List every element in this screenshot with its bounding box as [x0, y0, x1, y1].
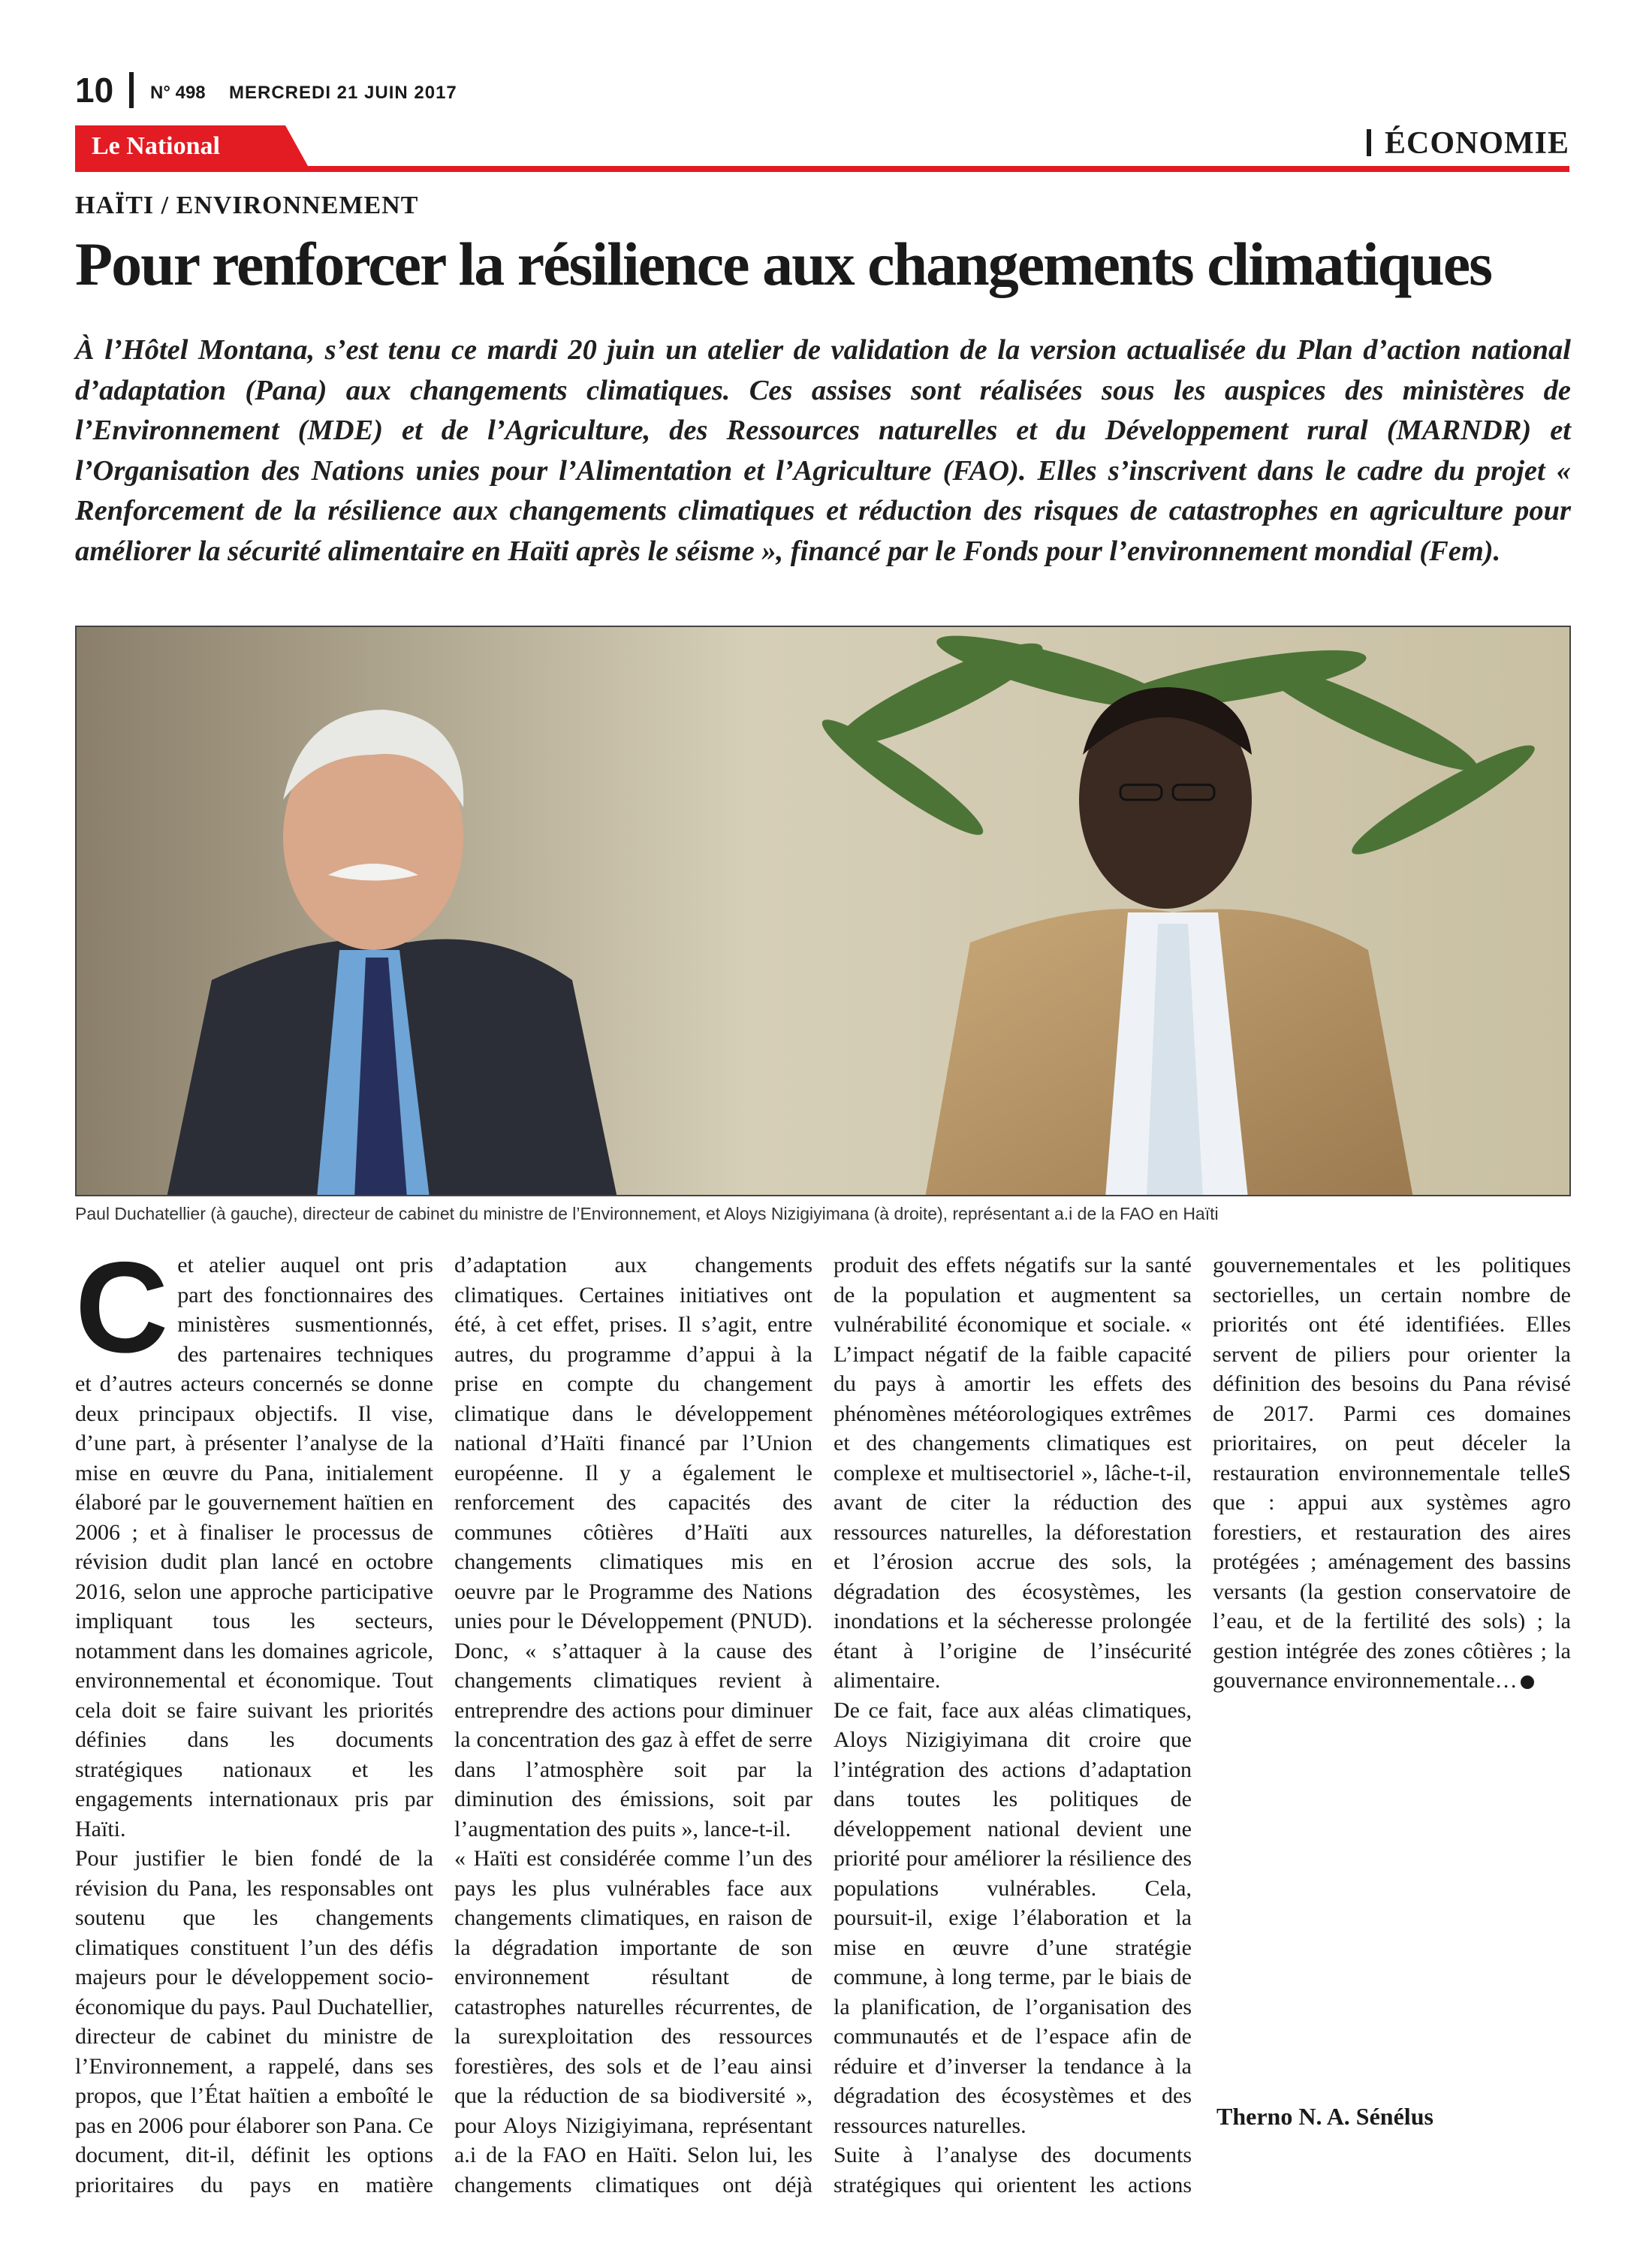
paragraph: Cet atelier auquel ont pris part des fonctionnaires des ministères susmentionnés, des partenaires techniques et d’autres acteurs concernés se donne deux principaux objectifs. Il vise, d’une part, à présenter l’analyse de la mise en œuvre du Pana, initialement élaboré par le gouvernement haïtien en 2006 ; et à finaliser le processus de révision dudit plan lancé en octobre 2016, selon une approche participative impliquant tous les secteurs, notamment dans les domaines agricole, environnemental et économique. Tout cela doit se faire suivant les priorités définies dans les documents stratégiques nationaux et les engagements internationaux pris par Haïti. [75, 1235, 433, 1841]
dropcap: C [75, 1235, 169, 1380]
brand-band [75, 125, 1569, 172]
paragraph: Suite à l’analyse des documents stratégiques qui orientent les actions gouvernementales et les politiques sectorielles, un certain nombre de priorités ont été identifiées. Elles servent de piliers pour orienter la définition des besoins du Pana révisé de 2017. Parmi ces domaines prioritaires, on peut déceler la restauration environnementale telleS que : appui aux systèmes agro forestiers, et restauration des aires protégées ; aménagement des bassins versants (la gestion conservatoire de l’eau, et de la fertilité des sols) ; la gestion intégrée des zones côtières ; la gouvernance environnementale… [834, 1253, 1571, 2197]
article-photo [75, 626, 1571, 1196]
photo-illustration [77, 627, 1571, 1196]
article-lede: À l’Hôtel Montana, s’est tenu ce mardi 20 juin un atelier de validation de la version actualisée du Plan d’action national d’adaptation (Pana) aux changements climatiques. Ces assises sont réalisées sous les auspices des ministères de l’Environnement (MDE) et de l’Agriculture, des Ressources naturelles et du Développement rural (MARNDR) et l’Organisation des Nations unies pour l’Alimentation et l’Agriculture (FAO). Elles s’inscrivent dans le cadre du projet « Renforcement de la résilience aux changements climatiques et réduction des risques de catastrophes en agriculture pour améliorer la sécurité alimentaire en Haïti après le séisme », financé par le Fonds pour l’environnement mondial (Fem). [75, 334, 1571, 567]
divider [129, 72, 134, 108]
byline: Therno N. A. Sénélus [1216, 2103, 1433, 2130]
page-number: 10 [75, 71, 114, 110]
paragraph: Pour justifier le bien fondé de la révision du Pana, les responsables ont soutenu que les changements climatiques constituent l’un des défis majeurs pour le développement socio-économique du pays. Paul Duchatellier, directeur de cabinet du ministre de l’Environnement, a rappelé, dans ses propos, que l’État haïtien a emboîté le pas en 2006 pour élaborer son Pana. Ce document, dit-il, définit les options prioritaires du pays en matière d’adaptation aux changements climatiques. Certaines initiatives ont été, à cet effet, prises. Il s’agit, entre autres, du programme d’appui à la prise en compte du changement climatique dans le développement national d’Haïti financé par l’Union européenne. Il y a également le renforcement des capacités des communes côtières d’Haïti aux changements climatiques mis en oeuvre par le Programme des Nations unies pour le Développement (PNUD). Donc, « s’attaquer à la cause des changements climatiques revient à entreprendre des actions pour diminuer la concentration des gaz à effet de serre dans l’atmosphère soit par la diminution des émissions, soit par l’augmentation des puits », lance-t-il. [75, 1253, 812, 2197]
kicker: HAÏTI / ENVIRONNEMENT [75, 192, 419, 219]
brand-rule [75, 166, 1569, 172]
page-header [75, 69, 1571, 114]
issue-number: N° 498 [150, 83, 206, 103]
paragraph: « Haïti est considérée comme l’un des pays les plus vulnérables face aux changements climatiques, en raison de la dégradation importante de son environnement résultant de catastrophes naturelles récurrentes, de la surexploitation des ressources forestières, des sols et de l’eau ainsi que la réduction de sa biodiversité », pour Aloys Nizigiyimana, représentant a.i de la FAO en Haïti. Selon lui, les changements climatiques ont déjà produit des effets négatifs sur la santé de la population et augmentent sa vulnérabilité économique et sociale. « L’impact négatif de la faible capacité du pays à amortir les effets des phénomènes météorologiques extrêmes et des changements climatiques est complexe et multisectoriel », lâche-t-il, avant de citer la réduction des ressources naturelles, la déforestation et l’érosion accrue des sols, la dégradation des écosystèmes, les inondations et la sécheresse prolongée étant à l’origine de l’insécurité alimentaire. [454, 1253, 1192, 2197]
newspaper-logo: Le National [92, 132, 220, 160]
end-mark-icon [1521, 1675, 1534, 1689]
article-body [75, 1235, 1571, 2227]
article-title: Pour renforcer la résilience aux changements climatiques [75, 230, 1492, 298]
paragraph: De ce fait, face aux aléas climatiques, Aloys Nizigiyimana dit croire que l’intégration des actions d’adaptation dans toutes les politiques de développement national devient une priorité pour améliorer la résilience des populations vulnérables. Cela, poursuit-il, exige l’élaboration et la mise en œuvre d’une stratégie commune, à long terme, par le biais de la planification, de l’organisation des communautés et de l’espace afin de réduire et d’inverser la tendance à la dégradation des écosystèmes et des ressources naturelles. [834, 1697, 1192, 2138]
divider [1367, 129, 1371, 156]
section-name: ÉCONOMIE [1384, 126, 1569, 161]
photo-caption: Paul Duchatellier (à gauche), directeur de cabinet du ministre de l’Environnement, et Aloys Nizigiyimana (à droite), représentant a.i de la FAO en Haïti [75, 1204, 1219, 1223]
section-label [1367, 125, 1569, 161]
issue-date: MERCREDI 21 JUIN 2017 [229, 83, 457, 103]
